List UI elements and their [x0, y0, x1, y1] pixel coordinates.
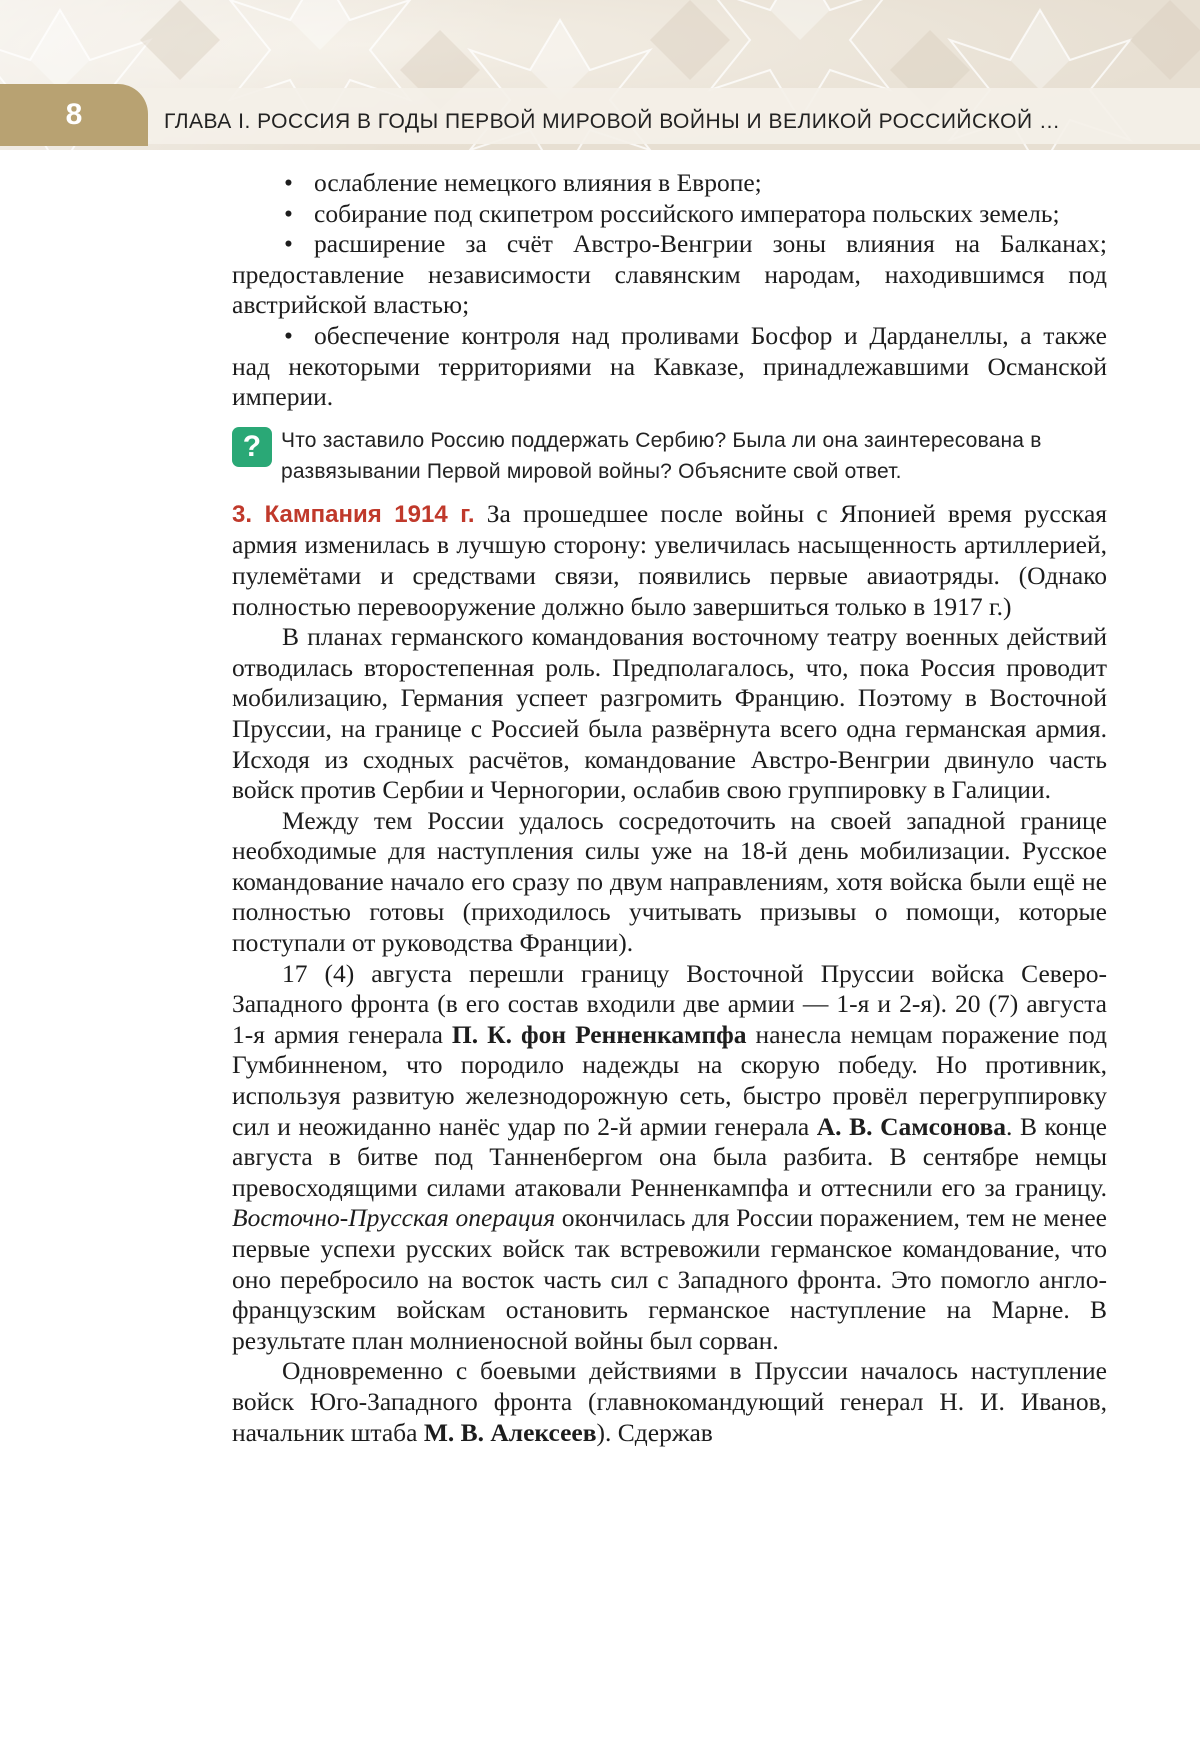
question-text: Что заставило Россию поддержать Сербию? Была ли она заинтересована в развязывании Первой мировой войны? Объясните свой ответ.	[281, 428, 1042, 483]
person-name-bold: А. В. Самсонова	[816, 1111, 1007, 1141]
bullet-marker: •	[284, 229, 293, 259]
question-box	[232, 425, 1107, 487]
question-mark-icon: ?	[232, 427, 272, 467]
person-name-bold: М. В. Алексеев	[423, 1417, 597, 1447]
paragraph-text: За прошедшее после войны с Японией время русская армия изменилась в лучшую сторону: увеличилась насыщенность артиллерией, пулемётами и средствами связи, появились первые авиаотряды. (Однако полностью перевооружение должно было завершиться только в 1917 г.)	[232, 498, 1108, 621]
section-paragraph-2: В планах германского командования восточному театру военных действий отводилась второстепенная роль. Предполагалось, что, пока Россия проводит мобилизацию, Германия успеет разгромить Францию. Поэтому в Восточной Пруссии, на границе с Россией была развёрнута всего одна германская армия. Исходя из сходных расчётов, командование Австро-Венгрии двинуло часть войск против Сербии и Черногории, ослабив свою группировку в Галиции.	[232, 622, 1107, 805]
bullet-marker: •	[284, 198, 293, 228]
paragraph-text: ). Сдержав	[596, 1417, 713, 1447]
operation-name-italic: Восточно-Прусская операция	[232, 1203, 556, 1233]
section-paragraph-4	[232, 959, 1107, 1357]
bullet-item	[232, 321, 1107, 413]
paragraph-text: окончилась для России поражением, тем не менее первые успехи русских войск так встревожили германское командование, что оно перебросило на восток часть сил с Западного фронта. Это помогло англо-французским войскам остановить германское наступление на Марне. В результате план молниеносной войны был сорван.	[232, 1203, 1108, 1355]
page-content	[232, 168, 1107, 1448]
section-paragraph-5	[232, 1356, 1107, 1448]
chapter-title: ГЛАВА I. РОССИЯ В ГОДЫ ПЕРВОЙ МИРОВОЙ ВОЙНЫ И ВЕЛИКОЙ РОССИЙСКОЙ …	[164, 110, 1061, 133]
bullet-marker: •	[284, 320, 293, 350]
section-heading: 3. Кампания 1914 г.	[232, 500, 475, 528]
paragraph-text: . В конце августа в битве под Танненбергом она была разбита. В сентябре немцы превосходящими силами атаковали Ренненкампфа и оттеснили его за границу.	[232, 1111, 1108, 1202]
paragraph-text: нанесла немцам поражение под Гумбинненом, что породило надежды на скорую победу. Но противник, используя развитую железнодорожную сеть, быстро провёл перегруппировку сил и неожиданно нанёс удар по 2-й армии генерала	[232, 1019, 1107, 1141]
page-number: 8	[65, 98, 83, 131]
page-number-tab	[0, 84, 148, 146]
section-paragraph-1	[232, 499, 1107, 622]
paragraph-text: Одновременно с боевыми действиями в Пруссии началось наступление войск Юго-Западного фронта (главнокомандующий генерал Н. И. Иванов, начальник штаба	[232, 1356, 1107, 1447]
bullet-text: собирание под скипетром российского императора польских земель;	[314, 198, 1060, 228]
paragraph-text: 17 (4) августа перешли границу Восточной Пруссии войска Северо-Западного фронта (в его состав входили две армии — 1-я и 2-я). 20 (7) августа 1-я армия генерала	[232, 958, 1107, 1049]
section-paragraph-3: Между тем России удалось сосредоточить на своей западной границе необходимые для наступления силы уже на 18-й день мобилизации. Русское командование начало его сразу по двум направлениям, хотя войска были ещё не полностью готовы (приходилось учитывать призывы о помощи, которые поступали от руководства Франции).	[232, 805, 1107, 958]
bullet-text: обеспечение контроля над проливами Босфор и Дарданеллы, а также над некоторыми территориями на Кавказе, принадлежавшими Османской империи.	[232, 320, 1107, 412]
bullet-item	[232, 229, 1107, 321]
bullet-text: расширение за счёт Австро-Венгрии зоны влияния на Балканах; предоставление независимости славянским народам, находившимся под австрийской властью;	[232, 229, 1107, 320]
bullet-text: ослабление немецкого влияния в Европе;	[314, 168, 762, 197]
bullet-item	[232, 199, 1107, 230]
bullet-item	[232, 168, 1107, 199]
bullet-marker: •	[284, 168, 293, 197]
person-name-bold: П. К. фон Ренненкампфа	[451, 1019, 747, 1049]
